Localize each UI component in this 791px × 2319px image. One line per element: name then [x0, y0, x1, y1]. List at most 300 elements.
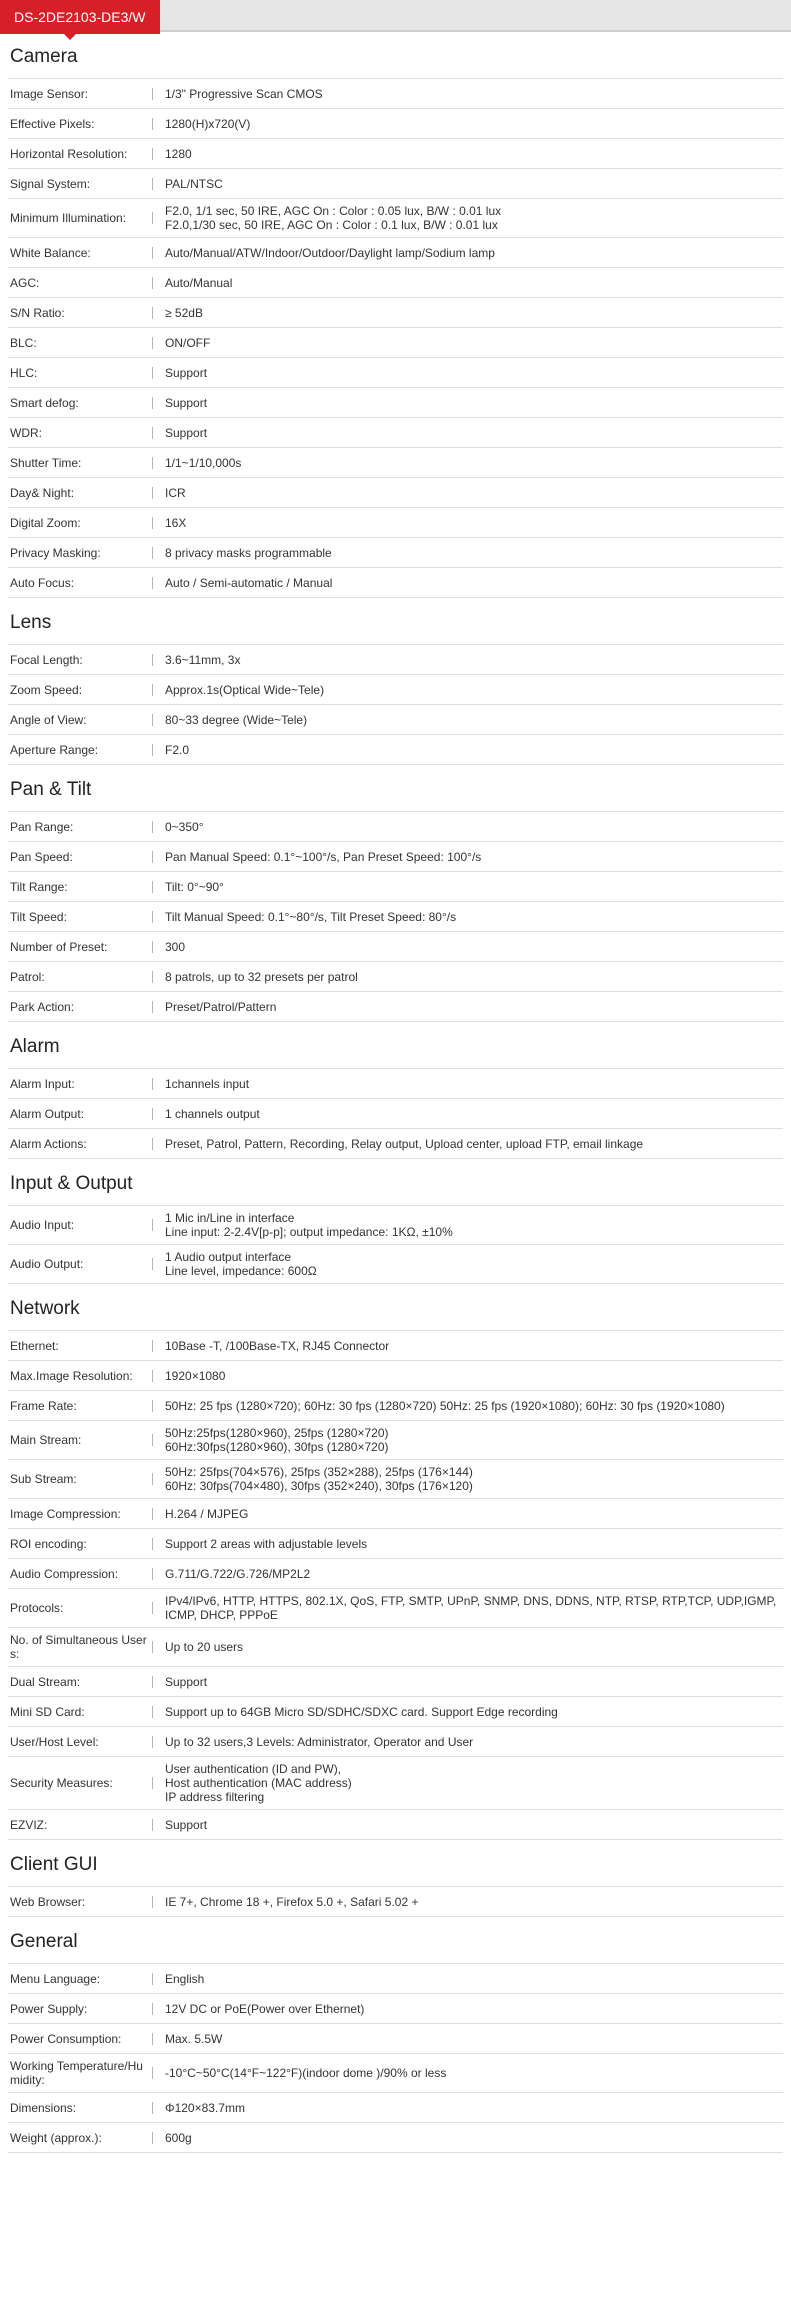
column-divider	[152, 2003, 153, 2015]
spec-label: Aperture Range:	[10, 742, 99, 757]
column-divider	[152, 1340, 153, 1352]
spec-row	[8, 1757, 783, 1810]
spec-row	[8, 568, 783, 598]
spec-row	[8, 79, 783, 109]
spec-value-line: 3.6~11mm, 3x	[165, 652, 241, 667]
spec-label: Protocols:	[10, 1601, 64, 1615]
spec-value	[165, 1000, 783, 1014]
spec-value-line: 1channels input	[165, 1076, 250, 1091]
section-title: Camera	[10, 46, 78, 67]
spec-label: Shutter Time:	[10, 455, 82, 470]
spec-value	[165, 246, 783, 260]
spec-value	[165, 546, 783, 560]
spec-value-line: Support	[165, 1817, 208, 1832]
spec-value	[165, 2131, 783, 2145]
spec-label: Frame Rate:	[10, 1398, 77, 1413]
spec-table	[8, 1330, 783, 1840]
spec-value	[165, 456, 783, 470]
column-divider	[152, 1434, 153, 1446]
spec-row	[8, 1559, 783, 1589]
spec-value	[165, 87, 783, 101]
spec-row	[8, 199, 783, 238]
spec-value-line: F2.0	[165, 742, 190, 757]
column-divider	[152, 1138, 153, 1150]
column-divider	[152, 307, 153, 319]
spec-value	[165, 1465, 783, 1493]
spec-row	[8, 388, 783, 418]
spec-row	[8, 238, 783, 268]
spec-content	[0, 32, 783, 2153]
column-divider	[152, 1706, 153, 1718]
column-divider	[152, 684, 153, 696]
spec-row	[8, 298, 783, 328]
column-divider	[152, 1777, 153, 1789]
spec-value-line: 600g	[165, 2130, 192, 2145]
spec-value-line: 50Hz: 25 fps (1280×720); 60Hz: 30 fps (1280×720) 50Hz: 25 fps (1920×1080); 60Hz: 30 fps (1920×1080)	[165, 1398, 725, 1413]
spec-row	[8, 2024, 783, 2054]
spec-value-line: Tilt: 0°~90°	[165, 879, 224, 894]
spec-value-line: 8 privacy masks programmable	[165, 545, 332, 560]
column-divider	[152, 367, 153, 379]
column-divider	[152, 971, 153, 983]
spec-label: Power Supply:	[10, 2001, 88, 2016]
spec-row	[8, 538, 783, 568]
tab-model[interactable]: DS-2DE2103-DE3/W	[0, 0, 160, 34]
spec-value	[165, 306, 783, 320]
column-divider	[152, 1078, 153, 1090]
column-divider	[152, 1973, 153, 1985]
spec-row	[8, 2093, 783, 2123]
column-divider	[152, 457, 153, 469]
spec-value	[165, 683, 783, 697]
spec-value-line: ICR	[165, 485, 186, 500]
column-divider	[152, 851, 153, 863]
spec-value	[165, 970, 783, 984]
spec-value-line: 60Hz:30fps(1280×960), 30fps (1280×720)	[165, 1440, 389, 1454]
spec-value-line: 50Hz: 25fps(704×576), 25fps (352×288), 25fps (176×144)	[165, 1465, 473, 1479]
column-divider	[152, 2033, 153, 2045]
spec-value-line: -10°C~50°C(14°F~122°F)(indoor dome )/90% or less	[165, 2066, 447, 2080]
section-title: Alarm	[10, 1036, 60, 1057]
spec-label: Patrol:	[10, 969, 45, 984]
spec-label: Sub Stream:	[10, 1472, 77, 1486]
spec-label: Dimensions:	[10, 2100, 77, 2115]
spec-value-line: Support	[165, 365, 208, 380]
spec-label: Main Stream:	[10, 1433, 82, 1447]
spec-row	[8, 1460, 783, 1499]
spec-row	[8, 1069, 783, 1099]
column-divider	[152, 1258, 153, 1270]
column-divider	[152, 277, 153, 289]
spec-row	[8, 508, 783, 538]
spec-label: Effective Pixels:	[10, 116, 95, 131]
spec-value	[165, 1972, 783, 1986]
spec-label: Pan Range:	[10, 819, 74, 834]
spec-value-line: Auto / Semi-automatic / Manual	[165, 575, 333, 590]
spec-label: Digital Zoom:	[10, 515, 81, 530]
column-divider	[152, 1641, 153, 1653]
spec-value	[165, 1107, 783, 1121]
spec-value-line: User authentication (ID and PW),	[165, 1762, 342, 1776]
spec-value-line: English	[165, 1971, 205, 1986]
spec-label: Tilt Range:	[10, 879, 68, 894]
spec-value	[165, 336, 783, 350]
spec-label: Image Compression:	[10, 1506, 121, 1521]
spec-row	[8, 448, 783, 478]
column-divider	[152, 247, 153, 259]
spec-label: WDR:	[10, 425, 42, 440]
section-title: Lens	[10, 612, 52, 633]
spec-value-line: Pan Manual Speed: 0.1°~100°/s, Pan Preset Speed: 100°/s	[165, 849, 482, 864]
column-divider	[152, 1001, 153, 1013]
spec-section	[8, 1917, 783, 2153]
spec-value	[165, 516, 783, 530]
column-divider	[152, 2067, 153, 2079]
spec-table	[8, 1963, 783, 2153]
column-divider	[152, 118, 153, 130]
spec-row	[8, 1529, 783, 1559]
section-title: Input & Output	[10, 1173, 133, 1194]
column-divider	[152, 1473, 153, 1485]
column-divider	[152, 397, 153, 409]
spec-label: Menu Language:	[10, 1971, 101, 1986]
column-divider	[152, 1896, 153, 1908]
spec-value-line: Preset/Patrol/Pattern	[165, 999, 277, 1014]
spec-value	[165, 940, 783, 954]
spec-value	[165, 177, 783, 191]
spec-value-line: IP address filtering	[165, 1790, 265, 1804]
column-divider	[152, 881, 153, 893]
spec-row	[8, 358, 783, 388]
spec-label: Day& Night:	[10, 485, 75, 500]
spec-value-line: Tilt Manual Speed: 0.1°~80°/s, Tilt Preset Speed: 80°/s	[165, 909, 457, 924]
spec-label: Signal System:	[10, 176, 91, 191]
spec-row	[8, 268, 783, 298]
spec-value	[165, 204, 783, 232]
spec-row	[8, 418, 783, 448]
spec-label: Security Measures:	[10, 1776, 113, 1790]
spec-value	[165, 147, 783, 161]
column-divider	[152, 911, 153, 923]
spec-value	[165, 910, 783, 924]
spec-value-line: 1920×1080	[165, 1368, 226, 1383]
spec-row	[8, 1421, 783, 1460]
spec-value-line: Support up to 64GB Micro SD/SDHC/SDXC card. Support Edge recording	[165, 1704, 558, 1719]
spec-section	[8, 765, 783, 1022]
spec-value	[165, 1426, 783, 1454]
spec-value	[165, 276, 783, 290]
spec-value	[165, 117, 783, 131]
spec-table	[8, 1205, 783, 1284]
column-divider	[152, 88, 153, 100]
spec-section	[8, 1284, 783, 1840]
spec-value-line: 16X	[165, 515, 187, 530]
spec-row	[8, 1727, 783, 1757]
section-title: General	[10, 1931, 78, 1952]
column-divider	[152, 547, 153, 559]
spec-row	[8, 328, 783, 358]
column-divider	[152, 654, 153, 666]
spec-value	[165, 2101, 783, 2115]
spec-value-line: 60Hz: 30fps(704×480), 30fps (352×240), 30fps (176×120)	[165, 1479, 473, 1493]
spec-row	[8, 109, 783, 139]
spec-value	[165, 2066, 783, 2080]
spec-value-line: Φ120×83.7mm	[165, 2100, 245, 2115]
spec-label: Tilt Speed:	[10, 909, 67, 924]
spec-value	[165, 2032, 783, 2046]
spec-value	[165, 1339, 783, 1353]
spec-value	[165, 1369, 783, 1383]
spec-value-line: 1/1~1/10,000s	[165, 455, 242, 470]
spec-table	[8, 644, 783, 765]
column-divider	[152, 1819, 153, 1831]
spec-value-line: Host authentication (MAC address)	[165, 1776, 352, 1790]
column-divider	[152, 1108, 153, 1120]
column-divider	[152, 1370, 153, 1382]
spec-table	[8, 1886, 783, 1917]
section-title: Client GUI	[10, 1854, 98, 1875]
spec-value-line: 50Hz:25fps(1280×960), 25fps (1280×720)	[165, 1426, 389, 1440]
spec-value-line: Support 2 areas with adjustable levels	[165, 1536, 368, 1551]
spec-row	[8, 478, 783, 508]
spec-section	[8, 598, 783, 765]
column-divider	[152, 427, 153, 439]
spec-value	[165, 1762, 783, 1804]
spec-row	[8, 1628, 783, 1667]
column-divider	[152, 148, 153, 160]
spec-value	[165, 576, 783, 590]
spec-label: Auto Focus:	[10, 575, 75, 590]
section-title: Network	[10, 1298, 80, 1319]
column-divider	[152, 1676, 153, 1688]
column-divider	[152, 821, 153, 833]
section-title: Pan & Tilt	[10, 779, 92, 800]
spec-value	[165, 743, 783, 757]
column-divider	[152, 577, 153, 589]
spec-row	[8, 812, 783, 842]
spec-row	[8, 872, 783, 902]
spec-value-line: Up to 32 users,3 Levels: Administrator, Operator and User	[165, 1734, 474, 1749]
spec-value-line: 1/3" Progressive Scan CMOS	[165, 86, 323, 101]
spec-label: Focal Length:	[10, 652, 83, 667]
spec-value	[165, 1705, 783, 1719]
spec-label: Audio Compression:	[10, 1566, 119, 1581]
spec-value-line: 12V DC or PoE(Power over Ethernet)	[165, 2001, 365, 2016]
spec-label: White Balance:	[10, 245, 91, 260]
spec-value	[165, 1077, 783, 1091]
spec-label: Zoom Speed:	[10, 682, 83, 697]
spec-value-line: ON/OFF	[165, 335, 211, 350]
spec-value-line: 1 channels output	[165, 1106, 260, 1121]
spec-table	[8, 811, 783, 1022]
spec-row	[8, 1129, 783, 1159]
spec-row	[8, 1697, 783, 1727]
column-divider	[152, 487, 153, 499]
spec-value	[165, 1507, 783, 1521]
spec-value	[165, 1211, 783, 1239]
spec-value-line: IE 7+, Chrome 18 +, Firefox 5.0 +, Safari 5.02 +	[165, 1894, 419, 1909]
spec-value	[165, 850, 783, 864]
spec-value-line: H.264 / MJPEG	[165, 1506, 249, 1521]
spec-value-line: Approx.1s(Optical Wide~Tele)	[165, 682, 325, 697]
spec-value-line: 1 Audio output interface	[165, 1250, 292, 1264]
spec-value	[165, 396, 783, 410]
spec-label: Image Sensor:	[10, 86, 89, 101]
spec-label: Mini SD Card:	[10, 1704, 85, 1719]
spec-value	[165, 1675, 783, 1689]
spec-value	[165, 1567, 783, 1581]
spec-row	[8, 1810, 783, 1840]
column-divider	[152, 1602, 153, 1614]
spec-value-line: Max. 5.5W	[165, 2031, 223, 2046]
spec-value-line: Auto/Manual/ATW/Indoor/Outdoor/Daylight lamp/Sodium lamp	[165, 245, 495, 260]
spec-value	[165, 880, 783, 894]
spec-value	[165, 1594, 783, 1622]
spec-label: Number of Preset:	[10, 939, 108, 954]
spec-label: EZVIZ:	[10, 1817, 48, 1832]
spec-label: Alarm Output:	[10, 1106, 85, 1121]
column-divider	[152, 2102, 153, 2114]
spec-label: S/N Ratio:	[10, 305, 65, 320]
spec-label: BLC:	[10, 335, 37, 350]
spec-row	[8, 2054, 783, 2093]
spec-value-line: 10Base -T, /100Base-TX, RJ45 Connector	[165, 1338, 390, 1353]
spec-value-line: 1280(H)x720(V)	[165, 116, 251, 131]
spec-value	[165, 1537, 783, 1551]
spec-section	[8, 32, 783, 598]
spec-label: Max.Image Resolution:	[10, 1368, 133, 1383]
tab-pointer-arrow	[64, 34, 76, 40]
spec-value-line: Preset, Patrol, Pattern, Recording, Relay output, Upload center, upload FTP, email linkage	[165, 1136, 644, 1151]
column-divider	[152, 1508, 153, 1520]
spec-value-line: Up to 20 users	[165, 1640, 244, 1654]
spec-row	[8, 1361, 783, 1391]
column-divider	[152, 1736, 153, 1748]
spec-label: Privacy Masking:	[10, 545, 101, 560]
spec-label: Weight (approx.):	[10, 2130, 102, 2145]
spec-row	[8, 645, 783, 675]
spec-value	[165, 1399, 783, 1413]
spec-value-line: 8 patrols, up to 32 presets per patrol	[165, 969, 358, 984]
spec-value-line: F2.0, 1/1 sec, 50 IRE, AGC On : Color : 0.05 lux, B/W : 0.01 lux	[165, 204, 502, 218]
spec-label: Web Browser:	[10, 1894, 86, 1909]
spec-label: No. of Simultaneous Users:	[10, 1633, 147, 1661]
spec-value	[165, 653, 783, 667]
spec-label: Minimum Illumination:	[10, 211, 127, 225]
spec-value	[165, 426, 783, 440]
spec-value-line: Support	[165, 425, 208, 440]
spec-row	[8, 1499, 783, 1529]
spec-row	[8, 1391, 783, 1421]
spec-label: Dual Stream:	[10, 1674, 81, 1689]
spec-value	[165, 1137, 783, 1151]
spec-row	[8, 1994, 783, 2024]
spec-row	[8, 2123, 783, 2153]
spec-row	[8, 1887, 783, 1917]
spec-value-line: Support	[165, 1674, 208, 1689]
spec-label: Horizontal Resolution:	[10, 146, 128, 161]
spec-row	[8, 842, 783, 872]
spec-label: Working Temperature/Humidity:	[10, 2059, 143, 2087]
spec-label: Ethernet:	[10, 1338, 59, 1353]
spec-value	[165, 486, 783, 500]
spec-section	[8, 1840, 783, 1917]
spec-value-line: Line input: 2-2.4V[p-p]; output impedance: 1KΩ, ±10%	[165, 1225, 453, 1239]
spec-row	[8, 1245, 783, 1284]
spec-row	[8, 932, 783, 962]
spec-value-line: 1280	[165, 146, 192, 161]
spec-value-line: ≥ 52dB	[165, 305, 203, 320]
spec-label: User/Host Level:	[10, 1734, 99, 1749]
spec-label: Pan Speed:	[10, 849, 73, 864]
spec-value	[165, 713, 783, 727]
spec-label: AGC:	[10, 275, 40, 290]
spec-value	[165, 366, 783, 380]
spec-section	[8, 1159, 783, 1284]
column-divider	[152, 212, 153, 224]
spec-label: Alarm Input:	[10, 1076, 75, 1091]
column-divider	[152, 744, 153, 756]
spec-row	[8, 675, 783, 705]
spec-label: Smart defog:	[10, 395, 79, 410]
spec-section	[8, 1022, 783, 1159]
spec-row	[8, 1964, 783, 1994]
column-divider	[152, 1568, 153, 1580]
column-divider	[152, 517, 153, 529]
spec-value-line: 1 Mic in/Line in interface	[165, 1211, 295, 1225]
column-divider	[152, 1219, 153, 1231]
spec-row	[8, 1099, 783, 1129]
spec-value-line: 300	[165, 939, 186, 954]
spec-value-line: G.711/G.722/G.726/MP2L2	[165, 1566, 311, 1581]
column-divider	[152, 2132, 153, 2144]
spec-value-line: PAL/NTSC	[165, 176, 223, 191]
spec-value-line: Support	[165, 395, 208, 410]
tab-bar	[0, 0, 791, 32]
spec-value	[165, 1818, 783, 1832]
spec-value-line: Auto/Manual	[165, 275, 233, 290]
spec-table	[8, 1068, 783, 1159]
spec-row	[8, 902, 783, 932]
spec-label: Power Consumption:	[10, 2031, 122, 2046]
spec-value-line: 0~350°	[165, 819, 204, 834]
spec-label: Audio Input:	[10, 1218, 75, 1232]
spec-value	[165, 2002, 783, 2016]
spec-value	[165, 1250, 783, 1278]
column-divider	[152, 337, 153, 349]
spec-row	[8, 705, 783, 735]
spec-label: Alarm Actions:	[10, 1136, 87, 1151]
spec-value-line: 80~33 degree (Wide~Tele)	[165, 712, 308, 727]
spec-label: Audio Output:	[10, 1257, 84, 1271]
spec-row	[8, 962, 783, 992]
spec-value	[165, 1895, 783, 1909]
spec-value-line: F2.0,1/30 sec, 50 IRE, AGC On : Color : 0.1 lux, B/W : 0.01 lux	[165, 218, 498, 232]
spec-value	[165, 1640, 783, 1654]
column-divider	[152, 1538, 153, 1550]
spec-row	[8, 992, 783, 1022]
column-divider	[152, 1400, 153, 1412]
spec-value-line: IPv4/IPv6, HTTP, HTTPS, 802.1X, QoS, FTP, SMTP, UPnP, SNMP, DNS, DDNS, NTP, RTSP, RTP,TCP, UDP,IGMP, ICMP, DHCP, PPPoE	[165, 1594, 777, 1622]
spec-label: Angle of View:	[10, 712, 87, 727]
spec-row	[8, 1206, 783, 1245]
spec-value	[165, 1735, 783, 1749]
spec-row	[8, 1589, 783, 1628]
column-divider	[152, 178, 153, 190]
column-divider	[152, 714, 153, 726]
spec-row	[8, 735, 783, 765]
spec-label: Park Action:	[10, 999, 75, 1014]
